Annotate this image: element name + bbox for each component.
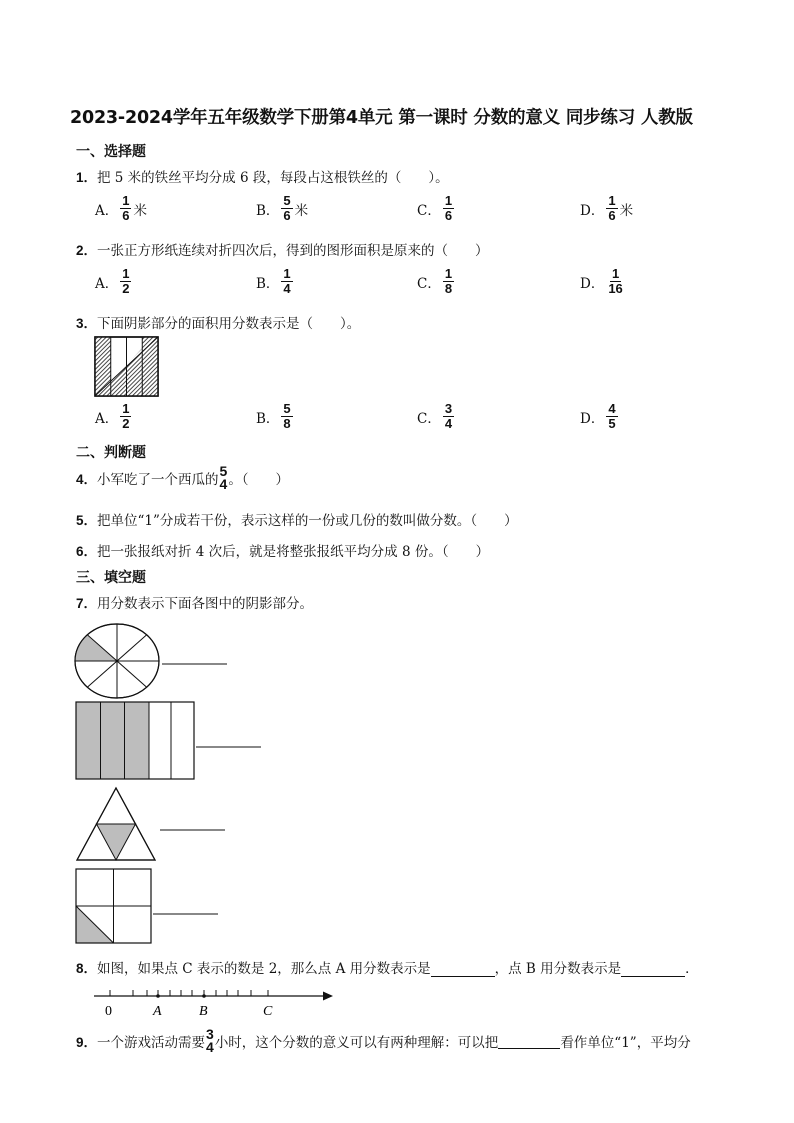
- answer-blank-b[interactable]: [621, 962, 685, 977]
- question-text-end: 看作单位“1”，平均分: [560, 1035, 691, 1051]
- answer-blank[interactable]: [498, 1034, 560, 1049]
- question-8: [76, 957, 699, 977]
- arrow-icon: [323, 992, 333, 1001]
- point-a: [156, 994, 160, 998]
- label-a: A: [153, 1004, 162, 1018]
- option-label: B．: [256, 202, 280, 219]
- q1-option-a[interactable]: [95, 194, 147, 223]
- question-3: [76, 312, 360, 332]
- fraction: $\frac{1}{8}$: [444, 266, 453, 296]
- fraction: $\frac{1}{2}$: [122, 401, 130, 431]
- fraction: $\frac{4}{5}$: [608, 401, 616, 431]
- option-label: B．: [256, 275, 280, 292]
- question-text: 把单位“1”分成若干份，表示这样的一份或几份的数叫做分数。（ ）: [97, 513, 518, 529]
- question-number: 6．: [76, 544, 98, 559]
- question-number: 9．: [76, 1035, 98, 1050]
- q2-option-b[interactable]: [256, 267, 295, 296]
- question-1: [76, 166, 449, 186]
- option-label: C．: [417, 202, 441, 219]
- q8-number-line: [90, 984, 340, 1018]
- question-text-mid: 小时，这个分数的意义可以有两种理解：可以把: [214, 1035, 499, 1051]
- q7-square-figure: [74, 867, 234, 947]
- question-number: 1．: [76, 170, 98, 185]
- question-4: [76, 465, 289, 491]
- q3-option-c[interactable]: [417, 402, 456, 431]
- option-label: A．: [95, 275, 119, 292]
- question-5: [76, 509, 518, 529]
- unit: 米: [619, 202, 634, 219]
- question-number: 5．: [76, 513, 98, 528]
- fraction: $\frac{1}{4}$: [283, 266, 291, 296]
- q2-option-c[interactable]: [417, 267, 456, 296]
- question-number: 7．: [76, 596, 98, 611]
- section-heading-choice: 一、选择题: [76, 144, 146, 160]
- section-heading-judgment: 二、判断题: [76, 445, 146, 461]
- point-b: [202, 994, 206, 998]
- fraction: 5 4: [219, 463, 228, 492]
- question-text: 如图，如果点 C 表示的数是 2，那么点 A 用分数表示是: [97, 961, 431, 977]
- q1-option-c[interactable]: [417, 194, 456, 223]
- fraction: $\frac{1}{2}$: [122, 266, 130, 296]
- option-label: C．: [417, 275, 441, 292]
- q3-option-a[interactable]: [95, 402, 133, 431]
- question-text: 一个游戏活动需要: [97, 1035, 206, 1051]
- question-number: 3．: [76, 316, 98, 331]
- question-9: [76, 1028, 691, 1054]
- fraction: $\frac{3}{4}$: [444, 401, 453, 431]
- q1-option-b[interactable]: [256, 194, 308, 223]
- q2-option-a[interactable]: [95, 267, 133, 296]
- unit: 米: [294, 202, 309, 219]
- fraction: $\frac{1}{16}$: [608, 266, 623, 296]
- option-label: A．: [95, 410, 119, 427]
- question-text: 下面阴影部分的面积用分数表示是（ ）。: [97, 316, 361, 332]
- option-label: A．: [95, 202, 119, 219]
- question-text: 小军吃了一个西瓜的: [97, 472, 219, 488]
- question-number: 8．: [76, 961, 98, 976]
- q2-option-d[interactable]: [580, 267, 627, 296]
- q7-bar-figure: [74, 700, 264, 782]
- option-label: B．: [256, 410, 280, 427]
- fraction: $\frac{1}{6}$: [122, 193, 130, 223]
- question-number: 4．: [76, 472, 98, 487]
- question-text: 把 5 米的铁丝平均分成 6 段，每段占这根铁丝的（ ）。: [97, 170, 449, 186]
- label-c: C: [263, 1004, 273, 1018]
- section-heading-fill: 三、填空题: [76, 570, 146, 586]
- fraction: $\frac{5}{6}$: [283, 193, 291, 223]
- question-text-end: ．: [685, 961, 699, 977]
- label-zero: 0: [105, 1004, 112, 1018]
- option-label: C．: [417, 410, 441, 427]
- question-text-end: 。（ ）: [228, 472, 290, 488]
- answer-blank-a[interactable]: [431, 962, 495, 977]
- q1-option-d[interactable]: [580, 194, 633, 223]
- option-label: D．: [580, 275, 605, 292]
- q3-option-b[interactable]: [256, 402, 295, 431]
- q7-circle-figure: [74, 620, 234, 700]
- option-label: D．: [580, 202, 605, 219]
- question-text: 一张正方形纸连续对折四次后，得到的图形面积是原来的（ ）: [97, 243, 489, 259]
- question-text: 用分数表示下面各图中的阴影部分。: [97, 596, 314, 612]
- question-2: [76, 239, 489, 259]
- question-text: 把一张报纸对折 4 次后，就是将整张报纸平均分成 8 份。（ ）: [97, 544, 490, 560]
- fraction: 3 4: [206, 1026, 214, 1055]
- fraction: $\frac{1}{6}$: [608, 193, 616, 223]
- question-7: [76, 592, 313, 612]
- page-title: 2023-2024学年五年级数学下册第4单元 第一课时 分数的意义 同步练习 人教版: [70, 108, 693, 128]
- fraction: $\frac{1}{6}$: [444, 193, 453, 223]
- question-6: [76, 540, 489, 560]
- q7-triangle-figure: [74, 785, 234, 865]
- unit: 米: [133, 202, 147, 219]
- fraction: $\frac{5}{8}$: [283, 401, 291, 431]
- q3-option-d[interactable]: [580, 402, 620, 431]
- question-number: 2．: [76, 243, 98, 258]
- option-label: D．: [580, 410, 605, 427]
- label-b: B: [199, 1004, 208, 1018]
- q3-shaded-rectangle-figure: [94, 336, 160, 398]
- question-text-mid: ，点 B 用分数表示是: [494, 961, 622, 977]
